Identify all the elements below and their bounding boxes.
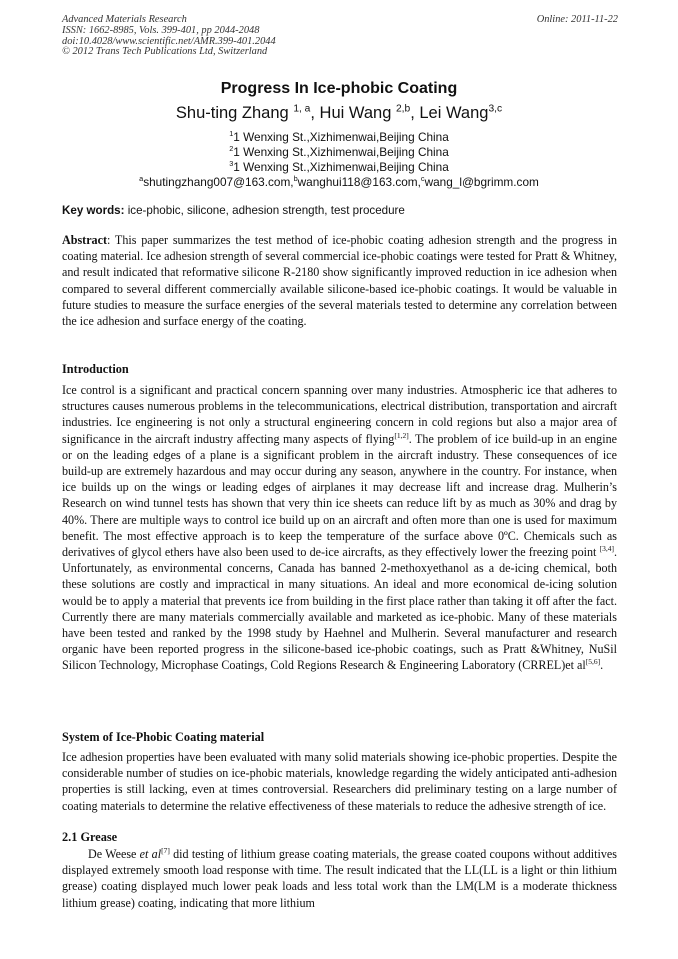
citation: [7] — [161, 845, 170, 855]
system-text: Ice adhesion properties have been evaluated with many solid materials showing ice-phobic properties. Despite the considerable number of studies on ice-phobic materials, knowledge regarding the widely anticipated anti-adhesion properties is still lacking, even at times controversial. Researchers did preliminary testing on a large number of coating materials to determine the relative effectiveness of these materials to reduce the adhesive strength of ice. — [62, 750, 617, 813]
author-name: Shu-ting Zhang — [175, 104, 289, 122]
citation: [1,2] — [394, 430, 409, 440]
author-sup: 3,c — [488, 103, 503, 115]
section-heading-introduction: Introduction — [62, 362, 129, 376]
abstract-label: Abstract — [62, 233, 108, 247]
system-body — [62, 749, 617, 814]
affiliation — [0, 130, 678, 144]
journal-name: Advanced Materials Research — [62, 14, 187, 25]
intro-text: . — [600, 658, 604, 673]
affiliation-text: 1 Wenxing St.,Xizhimenwai,Beijing China — [233, 160, 449, 174]
affiliation — [0, 145, 678, 159]
affiliation-text: 1 Wenxing St.,Xizhimenwai,Beijing China — [233, 130, 449, 144]
author-name: Hui Wang — [319, 104, 392, 122]
abstract — [62, 232, 617, 329]
copyright-line: © 2012 Trans Tech Publications Ltd, Switzerland — [62, 46, 268, 58]
affiliation-sup: 1 — [229, 129, 234, 139]
intro-text: Ice control is a significant and practical concern spanning over many industries. Atmospheric ice that adheres to structures causes numerous problems in the telecommunications, electrical distribution, transportation and aircraft industries. Ice engineering is not only a structural engineering concern in cold regions but also a major area of significance in the aircraft industry affecting many aspects of flying — [62, 383, 617, 446]
intro-text: . Unfortunately, as environmental concerns, Canada has banned 2-methoxyethanol as a de-icing chemical, both these solutions are costly and impractical in many situations. An ideal and more economical de-icing solution would be to apply a material that prevents ice from building in the first place rather than taking it off after the fact. Currently there are many materials commercially available and marketed as ice-phobic. Many of these materials have been tested and ranked by the 1998 study by Haehnel and Mulherin. Several manufacturer and research organic have been reported progress in the silicone-based ice-phobic coatings, such as Pratt &Whitney, NuSil Silicon Technology, Microphase Coatings, Cold Regions Research & Engineering Laboratory (CRREL)et al — [62, 545, 617, 673]
email-sup: c — [420, 174, 425, 184]
abstract-text: : This paper summarizes the test method of ice-phobic coating adhesion strength and the progress in coating material. Ice adhesion strength of several commercial ice-phobic coatings were tested for Pratt & Whitney, and result indicated that reformative silicone R-2180 show significantly improved reduction in ice adhesion when compared to several different commercially available silicone-based ice-phobic coatings. It would be valuable in future studies to measure the surface energies of the several materials tested to determine any correlation between the ice adhesion and surface energy of the coating. — [62, 233, 617, 329]
affiliation-sup: 3 — [229, 159, 234, 169]
issn-line: ISSN: 1662-8985, Vols. 399-401, pp 2044-2048 — [62, 24, 260, 36]
email-link[interactable]: wanghui118@163.com, — [297, 175, 421, 189]
email-sup: b — [293, 174, 298, 184]
introduction-body — [62, 382, 617, 674]
email-link[interactable]: shutingzhang007@163.com, — [143, 175, 294, 189]
email-sup: a — [139, 174, 144, 184]
keywords-label: Key words: — [62, 204, 125, 217]
doi-line: doi:10.4028/www.scientific.net/AMR.399-401.2044 — [62, 35, 276, 47]
citation: [5,6] — [585, 657, 601, 667]
paper-title: Progress In Ice-phobic Coating — [220, 80, 458, 97]
affiliation-text: 1 Wenxing St.,Xizhimenwai,Beijing China — [233, 145, 449, 159]
author-sup: 2,b — [395, 103, 411, 115]
email-link[interactable]: wang_l@bgrimm.com — [424, 175, 539, 189]
author-sup: 1, a — [293, 103, 311, 115]
section-heading-system: System of Ice-Phobic Coating material — [62, 730, 265, 744]
journal-header — [62, 15, 618, 58]
grease-body — [62, 846, 617, 911]
intro-text: . The problem of ice build-up in an engine or on the leading edges of a plane is a significant problem in the aircraft industry. These consequences of ice build-up are extremely hazardous and may occur during any season, anywhere in the country. For instance, when ice builds up on the wings or leading edges of airplanes it may decrease lift and increase drag. Mulherin’s Research on wind tunnel tests has shown that very thin ice sheets can reduce lift by as much as 30% and drag by 40%. There are multiple ways to control ice build up on an aircraft and often more than one is used for maximum benefit. The most effective approach is to keep the temperature of the surface above 0ºC. Chemicals such as derivatives of glycol ethers have also been used to de-ice aircrafts, as they effectively lower the freezing point — [62, 431, 617, 560]
grease-etal: et al — [139, 847, 162, 861]
subsection-heading-grease: 2.1 Grease — [62, 830, 118, 844]
author-list: Shu-ting Zhang $^{1, a}$, Hui Wang $^{2,b}$, Lei Wang$^{3,c}$ — [175, 103, 503, 122]
keywords-text: ice-phobic, silicone, adhesion strength, test procedure — [124, 204, 405, 217]
affiliation-sup: 2 — [229, 144, 234, 154]
online-date: Online: 2011-11-22 — [536, 14, 618, 25]
author-name: Lei Wang — [419, 104, 489, 122]
affiliation — [0, 160, 678, 174]
grease-text: did testing of lithium grease coating materials, the grease coated coupons without additives displayed extremely smooth load response with time. The result indicated that the LL(LL is a light or thin lithium grease) coating displayed much lower peak loads and less total work than the LM(LM is a moderate thickness lithium grease) coating, indicating that more lithium — [62, 847, 617, 910]
author-emails — [0, 175, 678, 189]
grease-text: De Weese — [88, 847, 140, 861]
citation: [3,4] — [599, 544, 614, 553]
keywords — [62, 204, 622, 217]
